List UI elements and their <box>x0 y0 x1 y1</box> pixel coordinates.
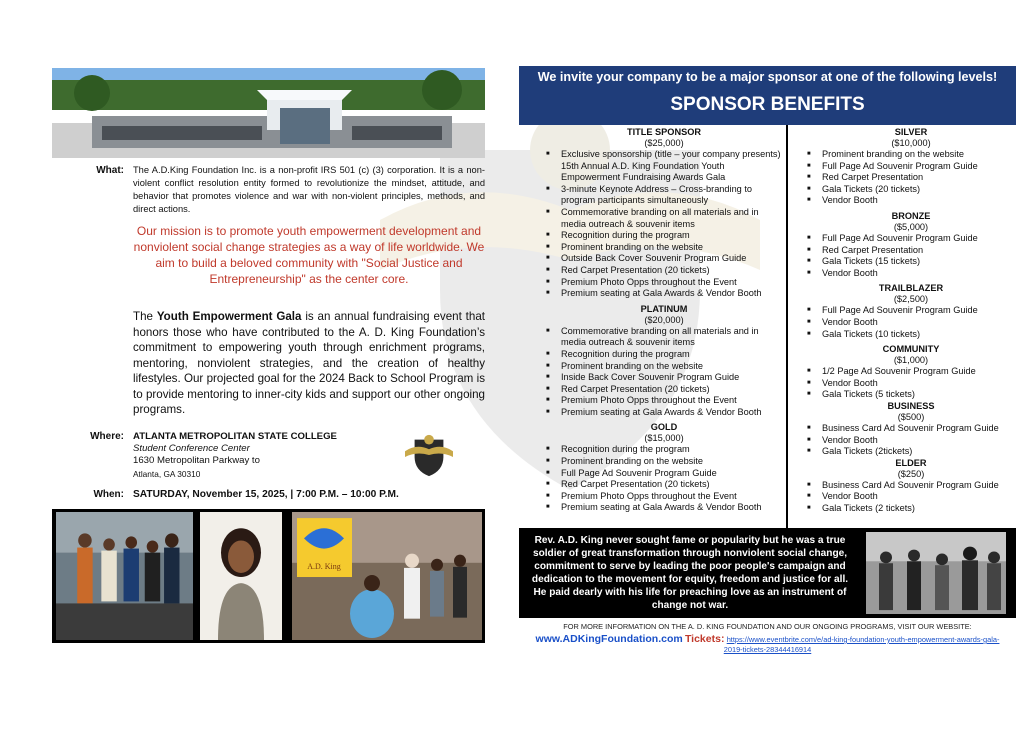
tier-elder <box>806 458 1016 515</box>
tier-community <box>806 344 1016 401</box>
benefit-item: ■ Gala Tickets (10 tickets) <box>806 329 1016 341</box>
tier-title-sponsor <box>545 127 783 300</box>
venue-address-line2: Atlanta, GA 30310 <box>133 468 201 479</box>
sponsor-column-left <box>545 127 783 514</box>
tickets-label: Tickets: <box>684 633 725 645</box>
invite-banner: We invite your company to be a major sponsor at one of the following levels! <box>519 66 1016 88</box>
benefit-item: ■ Business Card Ad Souvenir Program Guide <box>806 423 1016 435</box>
benefit-item: ■ Vendor Booth <box>806 435 1016 447</box>
sponsor-column-right <box>806 127 1016 514</box>
tier-price: ($5,000) <box>893 221 929 232</box>
when-label: When: <box>93 489 124 500</box>
tier-price: ($250) <box>897 468 925 479</box>
benefit-item: ■ Prominent branding on the website <box>545 456 783 468</box>
tier-price: ($15,000) <box>644 433 684 444</box>
tier-bronze <box>806 211 1016 279</box>
benefit-item: ■ Premium Photo Opps throughout the Event <box>545 491 783 503</box>
ceremony-photo <box>292 512 482 640</box>
benefit-item: ■ Red Carpet Presentation (20 tickets) <box>545 479 783 491</box>
benefit-item: ■ Premium Photo Opps throughout the Event <box>545 277 783 289</box>
benefit-item: ■ Outside Back Cover Souvenir Program Guide <box>545 253 783 265</box>
benefit-item: ■ Prominent branding on the website <box>545 242 783 254</box>
benefit-item: ■ 3-minute Keynote Address – Cross-branding to program participants simultaneously <box>545 184 783 207</box>
benefit-item: ■ Premium Photo Opps throughout the Event <box>545 395 783 407</box>
more-info-text: FOR MORE INFORMATION ON THE A. D. KING FOUNDATION AND OUR ONGOING PROGRAMS, VISIT OUR WEBSITE: <box>563 622 972 631</box>
website-link[interactable]: www.ADKingFoundation.com <box>535 633 683 645</box>
portrait-photo <box>200 512 282 640</box>
benefit-item: ■ Gala Tickets (15 tickets) <box>806 256 1016 268</box>
tickets-link[interactable]: https://www.eventbrite.com/e/ad-king-foundation-youth-empowerment-awards-gala- <box>726 635 1000 644</box>
benefit-item: ■ Exclusive sponsorship (title – your company presents) 15th Annual A.D. King Foundation Youth Empowerment Fundraising Awards Gala <box>545 149 783 184</box>
benefit-item: ■ Prominent branding on the website <box>806 149 1016 161</box>
historical-march-photo <box>866 532 1006 614</box>
benefit-item: ■ Business Card Ad Souvenir Program Guide <box>806 480 1016 492</box>
tier-name: COMMUNITY <box>882 344 940 355</box>
benefit-item: ■ Commemorative branding on all materials and in media outreach & souvenir items <box>545 207 783 230</box>
benefit-item: ■ Full Page Ad Souvenir Program Guide <box>545 468 783 480</box>
benefit-item: ■ Vendor Booth <box>806 491 1016 503</box>
event-date-time: SATURDAY, November 15, 2025, | 7:00 P.M. – 10:00 P.M. <box>133 489 399 500</box>
tier-trailblazer <box>806 283 1016 340</box>
benefit-item: ■ Recognition during the program <box>545 349 783 361</box>
tier-business <box>806 401 1016 458</box>
tier-name: BUSINESS <box>887 400 935 411</box>
venue-block <box>133 431 337 480</box>
sponsor-benefits-heading: SPONSOR BENEFITS <box>519 88 1016 125</box>
benefit-item: ■ Premium seating at Gala Awards & Vendor Booth <box>545 502 783 514</box>
links-row <box>519 633 1016 645</box>
tier-name: PLATINUM <box>640 303 688 314</box>
tier-price: ($25,000) <box>644 138 684 148</box>
benefit-item: ■ Red Carpet Presentation (20 tickets) <box>545 265 783 277</box>
tier-name: TITLE SPONSOR <box>626 127 702 137</box>
benefit-item: ■ Recognition during the program <box>545 444 783 456</box>
tier-price: ($1,000) <box>893 355 929 366</box>
group-photo <box>56 512 193 640</box>
tier-price: ($10,000) <box>891 138 931 148</box>
benefit-item: ■ Vendor Booth <box>806 378 1016 390</box>
column-divider <box>786 125 788 528</box>
tier-name: GOLD <box>650 422 678 433</box>
gala-description: The Youth Empowerment Gala is an annual fundraising event that honors those who have contributed to the A. D. King Foundation’s commitment to empowering youth through enrichment programs, mentoring, nonviolent strategies, and the creation of healthy lifestyles. Our projected goal for the 2024 Back to School Program is to provide mentoring to inner-city kids and support our other ongoing programs. <box>133 310 485 416</box>
venue-address-line1: 1630 Metropolitan Parkway to <box>133 455 260 467</box>
benefit-item: ■ Gala Tickets (2tickets) <box>806 446 1016 458</box>
benefit-item: ■ Vendor Booth <box>806 195 1016 207</box>
poster-text: A.D. King <box>307 561 341 571</box>
benefit-item: ■ Full Page Ad Souvenir Program Guide <box>806 161 1016 173</box>
benefit-item: ■ Gala Tickets (2 tickets) <box>806 503 1016 515</box>
mission-statement: Our mission is to promote youth empowerment development and nonviolent social change strategies as a way of life worldwide. We aim to build a beloved community with "Social Justice and Entrepreneurship" as the center core. <box>133 224 485 286</box>
tier-gold <box>545 422 783 514</box>
benefit-item: ■ Vendor Booth <box>806 268 1016 280</box>
benefit-item: ■ Gala Tickets (5 tickets) <box>806 389 1016 401</box>
tier-name: SILVER <box>894 127 928 137</box>
benefit-item: ■ Inside Back Cover Souvenir Program Guide <box>545 372 783 384</box>
tier-name: BRONZE <box>891 210 931 221</box>
where-label: Where: <box>90 431 124 442</box>
benefit-item: ■ Red Carpet Presentation <box>806 245 1016 257</box>
tier-price: ($2,500) <box>893 294 929 305</box>
what-description: The A.D.King Foundation Inc. is a non-profit IRS 501 (c) (3) corporation. It is a non-violent conflict resolution entity formed to revolutionize the mindset, attitude, and behavior that promotes violence and war with non-violent principles, methods, and direct actions. <box>133 165 485 214</box>
ad-king-quote: Rev. A.D. King never sought fame or popularity but he was a true soldier of great transformation through nonviolent social change, commitment to serve by leading the poor people's campaign and dedication to the movement for equity, freedom and justice for all. He paid dearly with his life for preaching love as an instrument of change not war. <box>531 535 849 611</box>
college-building-photo <box>52 68 485 158</box>
tier-name: ELDER <box>895 457 927 468</box>
benefit-item: ■ Recognition during the program <box>545 230 783 242</box>
tickets-link-continued[interactable]: 2019-tickets-28344416914 <box>723 645 812 654</box>
tier-name: TRAILBLAZER <box>878 283 944 294</box>
benefit-item: ■ Premium seating at Gala Awards & Vendor Booth <box>545 407 783 419</box>
benefit-item: ■ Vendor Booth <box>806 317 1016 329</box>
tier-silver <box>806 127 1016 207</box>
benefit-item: ■ Gala Tickets (20 tickets) <box>806 184 1016 196</box>
tier-price: ($500) <box>897 411 925 422</box>
benefit-item: ■ Prominent branding on the website <box>545 361 783 373</box>
venue-name: ATLANTA METROPOLITAN STATE COLLEGE <box>133 431 337 442</box>
benefit-item: ■ Commemorative branding on all materials and in media outreach & souvenir items <box>545 326 783 349</box>
foundation-crest-icon <box>405 432 453 480</box>
tier-price: ($20,000) <box>644 314 684 325</box>
benefit-item: ■ Red Carpet Presentation <box>806 172 1016 184</box>
benefit-item: ■ 1/2 Page Ad Souvenir Program Guide <box>806 366 1016 378</box>
tier-platinum <box>545 304 783 419</box>
benefit-item: ■ Red Carpet Presentation (20 tickets) <box>545 384 783 396</box>
benefit-item: ■ Full Page Ad Souvenir Program Guide <box>806 233 1016 245</box>
benefit-item: ■ Premium seating at Gala Awards & Vendor Booth <box>545 288 783 300</box>
venue-subtitle: Student Conference Center <box>133 443 250 455</box>
benefit-item: ■ Full Page Ad Souvenir Program Guide <box>806 305 1016 317</box>
what-label: What: <box>96 165 124 176</box>
